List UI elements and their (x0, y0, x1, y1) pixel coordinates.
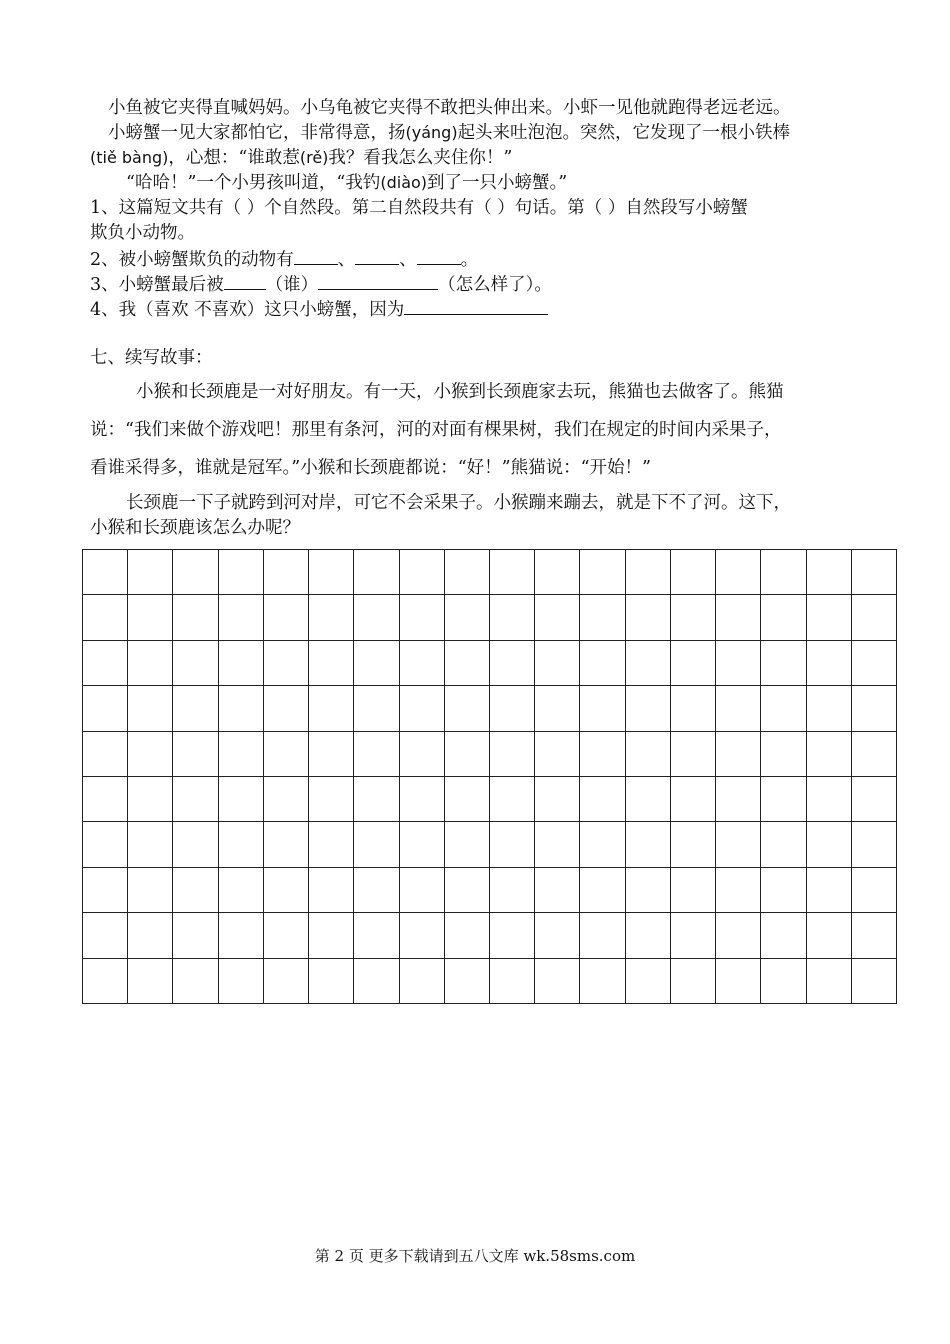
story-text: 长颈鹿一下子就跨到河对岸，可它不会采果子。小猴蹦来蹦去，就是下不了河。这下， (126, 493, 791, 513)
section-7-title (90, 346, 870, 370)
grid-cell[interactable] (173, 640, 218, 685)
grid-cell[interactable] (354, 867, 399, 912)
grid-cell[interactable] (670, 686, 715, 731)
question-4 (90, 296, 870, 322)
grid-cell[interactable] (218, 958, 263, 1003)
grid-cell[interactable] (128, 595, 173, 640)
grid-cell[interactable] (173, 822, 218, 867)
grid-cell[interactable] (625, 595, 670, 640)
grid-cell[interactable] (489, 867, 534, 912)
grid-cell[interactable] (444, 913, 489, 958)
question-text: 3、小螃蟹最后被 (90, 275, 224, 295)
grid-cell[interactable] (83, 867, 128, 912)
question-3 (90, 271, 870, 297)
grid-cell[interactable] (309, 731, 354, 776)
page-footer (0, 1246, 950, 1266)
grid-cell[interactable] (263, 913, 308, 958)
grid-cell[interactable] (399, 731, 444, 776)
grid-row (83, 595, 897, 640)
grid-cell[interactable] (851, 776, 896, 821)
grid-cell[interactable] (580, 686, 625, 731)
footer-text: 第 2 页 更多下载请到五八文库 wk.58sms.com (314, 1247, 636, 1265)
grid-cell[interactable] (128, 822, 173, 867)
grid-cell[interactable] (535, 550, 580, 595)
grid-cell[interactable] (399, 958, 444, 1003)
section-title: 七、续写故事： (90, 348, 213, 368)
grid-cell[interactable] (444, 640, 489, 685)
grid-row (83, 776, 897, 821)
grid-cell[interactable] (670, 776, 715, 821)
grid-cell[interactable] (173, 686, 218, 731)
grid-row (83, 867, 897, 912)
grid-cell[interactable] (489, 776, 534, 821)
separator: 、 (399, 250, 417, 270)
grid-cell[interactable] (806, 822, 851, 867)
grid-cell[interactable] (580, 550, 625, 595)
grid-cell[interactable] (218, 640, 263, 685)
grid-cell[interactable] (806, 550, 851, 595)
grid-cell[interactable] (309, 595, 354, 640)
grid-cell[interactable] (806, 913, 851, 958)
grid-cell[interactable] (218, 686, 263, 731)
grid-cell[interactable] (309, 867, 354, 912)
grid-cell[interactable] (851, 550, 896, 595)
grid-cell[interactable] (444, 686, 489, 731)
grid-row (83, 913, 897, 958)
grid-cell[interactable] (716, 595, 761, 640)
grid-cell[interactable] (716, 867, 761, 912)
section-7-line-5 (90, 516, 870, 540)
grid-cell[interactable] (851, 595, 896, 640)
pinyin: (yáng) (405, 123, 458, 142)
grid-cell[interactable] (761, 913, 806, 958)
grid-cell[interactable] (806, 686, 851, 731)
story-text: 看谁采得多，谁就是冠军。”小猴和长颈鹿都说：“好！”熊猫说：“开始！” (90, 458, 651, 478)
grid-cell[interactable] (263, 550, 308, 595)
grid-cell[interactable] (761, 731, 806, 776)
grid-cell[interactable] (128, 958, 173, 1003)
grid-cell[interactable] (83, 776, 128, 821)
grid-cell[interactable] (716, 640, 761, 685)
answer-blank[interactable] (224, 271, 266, 290)
separator: 、 (337, 250, 356, 270)
grid-cell[interactable] (399, 640, 444, 685)
grid-cell[interactable] (625, 958, 670, 1003)
grid-cell[interactable] (716, 550, 761, 595)
grid-cell[interactable] (851, 640, 896, 685)
grid-cell[interactable] (354, 686, 399, 731)
grid-cell[interactable] (625, 731, 670, 776)
grid-cell[interactable] (761, 640, 806, 685)
pinyin: (diào) (380, 173, 428, 192)
grid-cell[interactable] (83, 958, 128, 1003)
question-text: （怎么样了）。 (438, 275, 552, 295)
grid-cell[interactable] (354, 550, 399, 595)
grid-cell[interactable] (354, 731, 399, 776)
grid-cell[interactable] (218, 776, 263, 821)
answer-blank[interactable] (417, 246, 461, 265)
grid-cell[interactable] (670, 731, 715, 776)
story-text: 小猴和长颈鹿该怎么办呢？ (90, 518, 300, 538)
grid-cell[interactable] (580, 867, 625, 912)
grid-cell[interactable] (670, 822, 715, 867)
grid-cell[interactable] (580, 913, 625, 958)
grid-cell[interactable] (173, 595, 218, 640)
section-7-line-3 (90, 456, 870, 480)
question-text: 欺负小动物。 (90, 223, 195, 243)
grid-cell[interactable] (761, 550, 806, 595)
grid-cell[interactable] (309, 822, 354, 867)
question-text: （谁） (265, 275, 319, 295)
grid-cell[interactable] (535, 776, 580, 821)
grid-cell[interactable] (263, 731, 308, 776)
grid-cell[interactable] (128, 686, 173, 731)
grid-cell[interactable] (716, 776, 761, 821)
grid-cell[interactable] (399, 595, 444, 640)
grid-cell[interactable] (263, 958, 308, 1003)
answer-blank[interactable] (355, 246, 399, 265)
grid-cell[interactable] (444, 731, 489, 776)
grid-row (83, 958, 897, 1003)
grid-cell[interactable] (670, 595, 715, 640)
grid-cell[interactable] (670, 958, 715, 1003)
grid-cell[interactable] (354, 913, 399, 958)
grid-cell[interactable] (83, 731, 128, 776)
grid-cell[interactable] (489, 913, 534, 958)
grid-cell[interactable] (625, 640, 670, 685)
grid-cell[interactable] (263, 867, 308, 912)
story-text: ，心想：“谁敢惹 (168, 148, 300, 168)
grid-row (83, 686, 897, 731)
grid-cell[interactable] (354, 822, 399, 867)
story-text: “哈哈！”一个小男孩叫道，“我钓 (126, 173, 381, 193)
grid-cell[interactable] (625, 822, 670, 867)
grid-cell[interactable] (535, 913, 580, 958)
grid-cell[interactable] (399, 913, 444, 958)
grid-cell[interactable] (806, 731, 851, 776)
grid-cell[interactable] (851, 867, 896, 912)
grid-cell[interactable] (806, 958, 851, 1003)
grid-cell[interactable] (173, 913, 218, 958)
grid-cell[interactable] (580, 595, 625, 640)
grid-cell[interactable] (83, 595, 128, 640)
question-text: 1、这篇短文共有（ ）个自然段。第二自然段共有（ ）句话。第（ ）自然段写小螃蟹 (90, 198, 748, 218)
story-text: 小猴和长颈鹿是一对好朋友。有一天，小猴到长颈鹿家去玩，熊猫也去做客了。熊猫 (136, 382, 784, 402)
grid-cell[interactable] (218, 595, 263, 640)
grid-cell[interactable] (806, 776, 851, 821)
grid-cell[interactable] (218, 731, 263, 776)
grid-cell[interactable] (444, 776, 489, 821)
grid-cell[interactable] (128, 550, 173, 595)
grid-cell[interactable] (535, 822, 580, 867)
grid-row (83, 550, 897, 595)
grid-cell[interactable] (444, 867, 489, 912)
story-text: 到了一只小螃蟹。” (427, 173, 568, 193)
grid-cell[interactable] (806, 867, 851, 912)
question-1-line-1 (90, 196, 870, 220)
grid-cell[interactable] (851, 822, 896, 867)
grid-cell[interactable] (399, 550, 444, 595)
grid-cell[interactable] (399, 867, 444, 912)
grid-cell[interactable] (399, 822, 444, 867)
section-7-line-2 (90, 418, 870, 442)
pinyin: (tiě bàng) (90, 148, 169, 167)
grid-cell[interactable] (580, 640, 625, 685)
answer-blank[interactable] (318, 271, 438, 290)
answer-blank[interactable] (294, 246, 338, 265)
grid-cell[interactable] (625, 867, 670, 912)
grid-cell[interactable] (218, 913, 263, 958)
grid-cell[interactable] (535, 640, 580, 685)
grid-cell[interactable] (309, 958, 354, 1003)
grid-cell[interactable] (761, 822, 806, 867)
grid-cell[interactable] (489, 958, 534, 1003)
grid-cell[interactable] (173, 867, 218, 912)
grid-cell[interactable] (580, 776, 625, 821)
grid-cell[interactable] (309, 550, 354, 595)
grid-cell[interactable] (173, 731, 218, 776)
grid-cell[interactable] (851, 958, 896, 1003)
grid-cell[interactable] (761, 595, 806, 640)
question-1-line-2 (90, 221, 870, 245)
grid-cell[interactable] (580, 731, 625, 776)
grid-cell[interactable] (444, 595, 489, 640)
story-text: 说：“我们来做个游戏吧！那里有条河，河的对面有棵果树，我们在规定的时间内采果子， (90, 420, 782, 440)
grid-cell[interactable] (263, 776, 308, 821)
grid-row (83, 731, 897, 776)
story-text: 我？看我怎么夹住你！” (328, 148, 513, 168)
grid-cell[interactable] (399, 776, 444, 821)
grid-row (83, 822, 897, 867)
grid-cell[interactable] (535, 731, 580, 776)
grid-cell[interactable] (716, 913, 761, 958)
story-paragraph-1 (108, 96, 888, 120)
grid-cell[interactable] (489, 822, 534, 867)
grid-cell[interactable] (535, 958, 580, 1003)
grid-cell[interactable] (806, 595, 851, 640)
grid-cell[interactable] (218, 550, 263, 595)
grid-cell[interactable] (625, 776, 670, 821)
story-text: 小螃蟹一见大家都怕它，非常得意，扬 (108, 123, 406, 143)
grid-cell[interactable] (625, 686, 670, 731)
grid-cell[interactable] (128, 867, 173, 912)
grid-cell[interactable] (580, 822, 625, 867)
grid-cell[interactable] (716, 731, 761, 776)
writing-grid (82, 549, 897, 1004)
grid-cell[interactable] (83, 913, 128, 958)
question-text: 4、我（喜欢 不喜欢）这只小螃蟹，因为 (90, 300, 405, 320)
grid-cell[interactable] (128, 640, 173, 685)
grid-cell[interactable] (309, 776, 354, 821)
story-paragraph-3 (126, 171, 906, 195)
grid-cell[interactable] (263, 595, 308, 640)
grid-cell[interactable] (535, 595, 580, 640)
grid-cell[interactable] (670, 867, 715, 912)
grid-cell[interactable] (444, 822, 489, 867)
grid-cell[interactable] (761, 776, 806, 821)
grid-cell[interactable] (263, 686, 308, 731)
grid-cell[interactable] (851, 686, 896, 731)
grid-cell[interactable] (716, 822, 761, 867)
answer-blank[interactable] (404, 296, 548, 315)
grid-cell[interactable] (309, 913, 354, 958)
grid-cell[interactable] (354, 776, 399, 821)
grid-cell[interactable] (851, 731, 896, 776)
grid-cell[interactable] (670, 640, 715, 685)
grid-cell[interactable] (354, 595, 399, 640)
grid-cell[interactable] (580, 958, 625, 1003)
grid-cell[interactable] (670, 550, 715, 595)
grid-cell[interactable] (444, 550, 489, 595)
grid-cell[interactable] (535, 686, 580, 731)
grid-cell[interactable] (83, 550, 128, 595)
grid-cell[interactable] (670, 913, 715, 958)
question-2 (90, 246, 870, 272)
story-paragraph-2-line-2 (90, 146, 870, 170)
pinyin: (rě) (299, 148, 329, 167)
grid-cell[interactable] (806, 640, 851, 685)
grid-cell[interactable] (173, 776, 218, 821)
question-text: 2、被小螃蟹欺负的动物有 (90, 250, 294, 270)
grid-cell[interactable] (354, 958, 399, 1003)
grid-cell[interactable] (535, 867, 580, 912)
grid-cell[interactable] (489, 731, 534, 776)
story-text: 小鱼被它夹得直喊妈妈。小乌龟被它夹得不敢把头伸出来。小虾一见他就跑得老远老远。 (108, 98, 791, 118)
grid-cell[interactable] (489, 595, 534, 640)
separator: 。 (460, 250, 479, 270)
grid-cell[interactable] (218, 867, 263, 912)
grid-cell[interactable] (309, 640, 354, 685)
grid-cell[interactable] (761, 958, 806, 1003)
grid-cell[interactable] (444, 958, 489, 1003)
grid-cell[interactable] (309, 686, 354, 731)
grid-cell[interactable] (761, 686, 806, 731)
grid-cell[interactable] (128, 731, 173, 776)
section-7-line-4 (126, 491, 906, 515)
grid-cell[interactable] (83, 822, 128, 867)
grid-cell[interactable] (716, 686, 761, 731)
story-paragraph-2-line-1 (108, 121, 888, 145)
grid-cell[interactable] (218, 822, 263, 867)
grid-cell[interactable] (173, 550, 218, 595)
grid-cell[interactable] (761, 867, 806, 912)
grid-row (83, 640, 897, 685)
grid-cell[interactable] (263, 822, 308, 867)
grid-cell[interactable] (354, 640, 399, 685)
grid-cell[interactable] (399, 686, 444, 731)
grid-cell[interactable] (851, 913, 896, 958)
grid-cell[interactable] (83, 686, 128, 731)
grid-cell[interactable] (489, 550, 534, 595)
grid-cell[interactable] (489, 640, 534, 685)
grid-cell[interactable] (128, 776, 173, 821)
grid-cell[interactable] (128, 913, 173, 958)
grid-cell[interactable] (173, 958, 218, 1003)
grid-cell[interactable] (83, 640, 128, 685)
grid-cell[interactable] (625, 550, 670, 595)
story-text: 起头来吐泡泡。突然，它发现了一根小铁棒 (457, 123, 791, 143)
section-7-line-1 (136, 380, 916, 404)
grid-cell[interactable] (263, 640, 308, 685)
grid-cell[interactable] (625, 913, 670, 958)
grid-cell[interactable] (716, 958, 761, 1003)
grid-cell[interactable] (489, 686, 534, 731)
